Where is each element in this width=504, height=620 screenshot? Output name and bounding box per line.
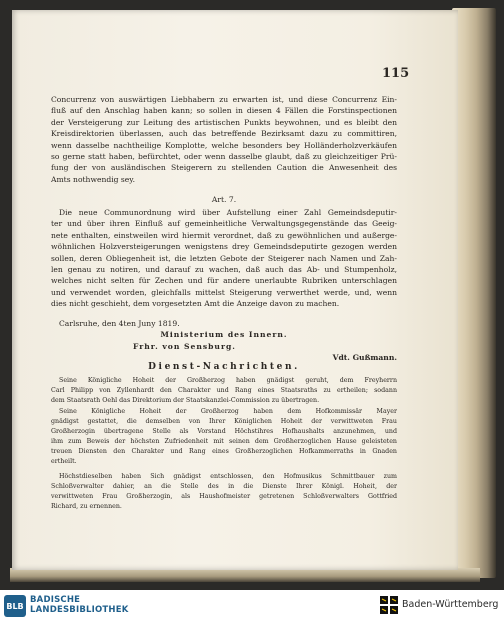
text-line: Höchstdieselben haben Sich gnädigst entschlossen, den Hofmusikus Schmittbauer zum <box>59 473 397 480</box>
paragraph-2 <box>51 207 397 310</box>
text-line: verwittweten Frau Großherzogin, als Haushofmeister getretenen Schloßverwalters Gottfried <box>51 493 397 500</box>
text-line: ter und über ihren Einfluß auf gemeinheitliche Verwaltungsgegenstände das Geeig- <box>51 219 397 229</box>
text-line: Amts nothwendig sey. <box>51 174 135 184</box>
text-line: dies nicht geschieht, dem vorgesetzten Amt die Anzeige davon zu machen. <box>51 299 340 309</box>
library-name-line-1: BADISCHE <box>30 595 81 605</box>
text-line: wenn dasselbe nachtheilige Komplotte, welche besonders bey Holländerholzverkäufen <box>51 140 397 150</box>
text-line: Seine Königliche Hoheit der Großherzog haben dem Hofkommissär Mayer <box>59 408 397 415</box>
text-line: welches nicht selten für Zechen und für andere unerlaubte Rubriken unterschlagen <box>51 276 397 286</box>
text-line: ihm zum Beweis der höchsten Zufriedenheit mit seinen dem Großherzoglichen Hause geleisteten <box>51 438 397 445</box>
text-line: der Versteigerung zur Leitung des artistischen Punkts beywohnen, und es bleibt den <box>51 117 397 127</box>
text-line: wöhnlichen Holzversteigerungen wenigstens drey Gemeindsdeputirte gezogen werden <box>51 242 397 252</box>
page-number: 115 <box>382 66 410 81</box>
text-line: Schloßverwalter dahier, an die Stelle des in die Dienste Ihrer Königl. Hoheit, der <box>51 483 397 490</box>
text-line: gnädigst gestattet, die demselben von Ihrer Königlichen Hoheit der verwittweten Frau <box>51 418 397 425</box>
text-line: fung der von ausländischen Steigerern zu stellenden Caution die Anwesenheit des <box>51 163 397 173</box>
signer-right: Vdt. Gußmann. <box>332 353 397 363</box>
text-line: sollen, deren Obliegenheit ist, die letzten Gebote der Steigerer nach Namen und Zah- <box>51 253 397 263</box>
paragraph-1 <box>51 94 397 185</box>
text-line: nete enthalten, einstweilen wird hiermit verordnet, daß zu gewöhnlichen und außerge- <box>51 230 397 240</box>
text-line: Concurrenz von auswärtigen Liebhabern zu erwarten ist, und diese Concurrenz Ein- <box>51 95 397 104</box>
text-line: Die neue Communordnung wird über Aufstellung einer Zahl Gemeindsdeputir- <box>59 208 397 217</box>
dienst-heading-block <box>51 362 397 373</box>
text-line: Großherzogin übertragene Stelle als Vorstand Höchstihres Hofhaushalts anzunehmen, und <box>51 428 397 435</box>
text-line: und verwendet worden, gleichfalls mittelst Steigerung verwerthet werde, und, wenn <box>51 287 397 297</box>
book-bottom-edge <box>10 568 480 582</box>
region-name: Baden-Württemberg <box>402 599 499 610</box>
text-line: so gerne statt haben, befürchtet, oder wenn dasselbe glaubt, daß zu gleichzeitiger Prü- <box>51 151 397 161</box>
article-heading: Art. 7. <box>211 195 237 204</box>
text-line: treuen Diensten den Charakter und Rang eines Großherzoglichen Hofkammerraths in Gnaden <box>51 448 397 455</box>
signature-block <box>51 318 397 364</box>
signer-left: Frhr. von Sensburg. <box>133 341 236 351</box>
blb-logo[interactable]: BLB <box>4 595 26 617</box>
text-line: Seine Königliche Hoheit der Großherzog haben gnädigst geruht, dem Freyherrn <box>59 377 397 384</box>
date-line: Carlsruhe, den 4ten Juny 1819. <box>59 319 180 328</box>
text-line: Richard, zu ernennen. <box>51 503 122 510</box>
text-line: Kreisdirektorien überlassen, auch das betreffende Bezirksamt dazu zu committiren, <box>51 129 397 139</box>
footer-bar <box>0 590 504 620</box>
text-line: len genau zu notiren, und darauf zu wachen, daß auch das Ab- und Stumpenholz, <box>51 264 397 274</box>
section-heading: Dienst-Nachrichten. <box>148 362 300 372</box>
library-name-line-2: LANDESBIBLIOTHEK <box>30 605 129 615</box>
ministry-name: Ministerium des Innern. <box>160 330 288 340</box>
text-line: dem Staatsrath Oehl das Direktorium der Staatskanzlei-Commission zu übertragen. <box>51 397 320 404</box>
baden-wuerttemberg-emblem-icon <box>380 596 398 614</box>
text-line: Carl Philipp von Zyllenhardt den Charakter und Rang eines Staatsraths zu ertheilen; sodann <box>51 387 397 394</box>
paragraph-4 <box>51 407 397 467</box>
text-line: fluß auf den Anschlag haben kann; so sollen in diesen 4 Fällen die Forstinspectionen <box>51 106 397 116</box>
text-line: ertheilt. <box>51 458 77 465</box>
article-heading-block <box>51 194 397 205</box>
book-page-edges <box>452 8 496 578</box>
paragraph-5 <box>51 472 397 512</box>
paragraph-3 <box>51 376 397 406</box>
